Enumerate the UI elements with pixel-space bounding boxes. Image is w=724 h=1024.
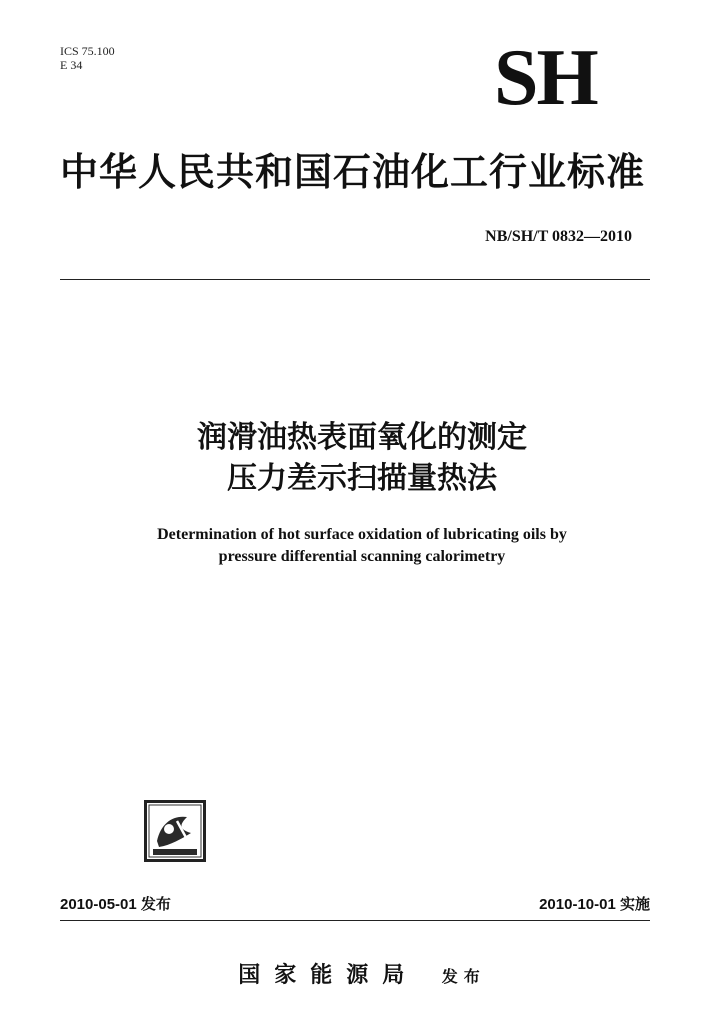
sh-brand-mark: SH	[494, 34, 597, 122]
ccs-code: E 34	[60, 58, 83, 72]
en-title-line-1: Determination of hot surface oxidation of lubricating oils by	[157, 526, 567, 543]
cn-title-line-2: 压力差示扫描量热法	[227, 461, 497, 496]
publish-action: 发布	[441, 967, 486, 986]
publisher-seal-logo	[144, 800, 206, 862]
cn-title-line-1: 润滑油热表面氧化的测定	[197, 420, 527, 455]
implementation-date: 2010-10-01 实施	[539, 896, 650, 913]
header-divider	[60, 279, 650, 280]
footer-divider	[60, 920, 650, 921]
seal-emblem-icon	[147, 803, 203, 859]
ics-code: ICS 75.100	[60, 44, 115, 58]
en-title-line-2: pressure differential scanning calorimetry	[218, 548, 506, 565]
issue-date: 2010-05-01 发布	[60, 896, 171, 913]
publisher-line	[0, 958, 724, 989]
standard-number: NB/SH/T 0832—2010	[485, 228, 632, 245]
publisher-name: 国家能源局	[238, 963, 419, 988]
classification-codes	[60, 44, 115, 72]
standard-category-title: 中华人民共和国石油化工行业标准	[60, 150, 646, 194]
